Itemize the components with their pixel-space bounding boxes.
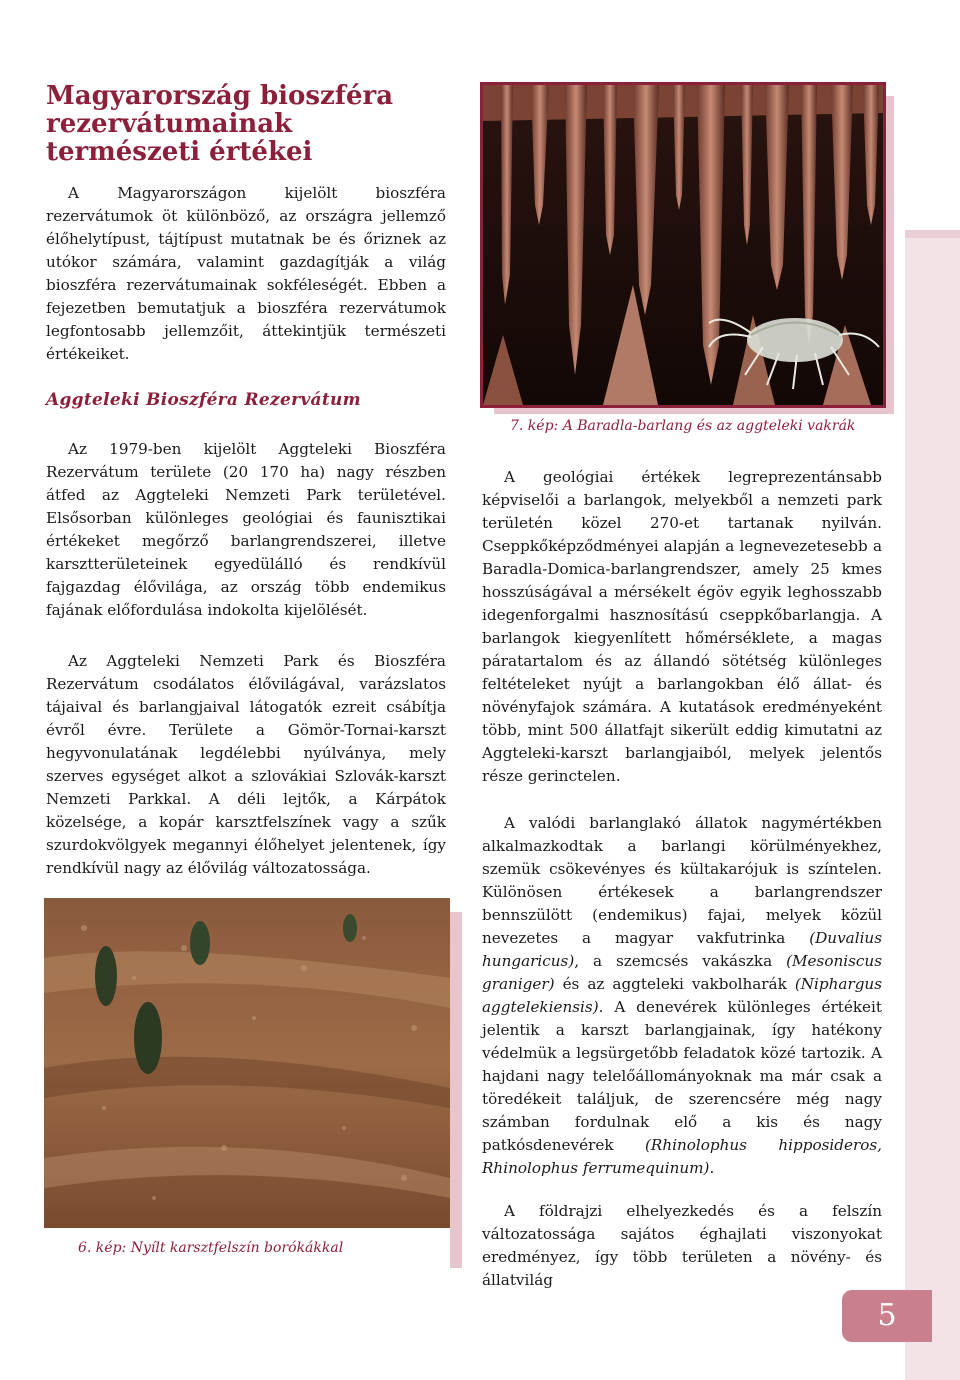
decorative-side-band (905, 230, 960, 1380)
title-line-3: természeti értékei (46, 137, 313, 167)
right-body-3 (482, 1200, 882, 1292)
section-heading: Aggteleki Bioszféra Rezervátum (46, 390, 361, 410)
page-number: 5 (877, 1298, 897, 1333)
field-illustration (44, 898, 450, 1228)
left-paragraph-1: Az 1979-ben kijelölt Aggteleki Bioszféra Rezervátum területe (20 170 ha) nagy részben átfed az Aggteleki Nemzeti Park területével. Elsősorban különleges geológiai és faunisztikai értékeket megőrző barlangrendszerei, illetve karsztterületeinek egyedülálló és rendkívül fajgazdag élővilága, az ország több endemikus fajának előfordulása indokolta kijelölését. (46, 440, 446, 619)
cave-photo (483, 85, 883, 405)
cave-illustration (483, 85, 883, 405)
intro-paragraph: A Magyarországon kijelölt bioszféra rezervátumok öt különböző, az országra jellemző élőhelytípust, tájtípust mutatnak be és őriznek az utókor számára, valamint gazdagítják a világ bioszféra rezervátumainak sokféleségét. Ebben a fejezetben bemutatjuk a bioszféra rezervátumok legfontosabb jellemzőit, áttekintjük természeti értékeiket. (46, 184, 446, 363)
caption-cave: 7. kép: A Baradla-barlang és az aggteleki vakrák (510, 418, 856, 434)
text-run: és az aggteleki vakbolharák (554, 975, 795, 993)
text-run: . (709, 1159, 715, 1177)
text-run: A valódi barlanglakó állatok nagymértékben alkalmazkodtak a barlangi körülményekhez, szemük csökevényes és kültakarójuk is színtelen. Különösen értékesek a barlangrendszer bennszülött (endemikus) fajai, melyek közül nevezetes a magyar vakfutrinka (482, 814, 882, 947)
text-run: , a szemcsés vakászka (574, 952, 787, 970)
left-paragraph-2: Az Aggteleki Nemzeti Park és Bioszféra Rezervátum csodálatos élővilágával, varázslatos tájaival és barlangjaival látogatók ezreit csábítja évről évre. Területe a Gömör-Tornai-karszt hegyvonulatának legdélebbi nyúlványa, mely szerves egységet alkot a szlovákiai Szlovák-karszt Nemzeti Parkkal. A déli lejtők, a Kárpátok közelsége, a kopár karsztfelszínek vagy a szűk szurdokvölgyek megannyi élőhelyet jelentenek, így rendkívül nagy az élővilág változatossága. (46, 652, 446, 877)
species-mesoniscus: (Mesoniscus graniger) (482, 952, 882, 993)
left-body-2 (46, 650, 446, 880)
right-paragraph-3: A földrajzi elhelyezkedés és a felszín változatossága sajátos éghajlati viszonyokat eredményez, így több területen a növény- és állatvilág (482, 1202, 882, 1289)
text-run: . A denevérek különleges értékeit jelentik a karszt barlangjainak, így hatékony védelmük a legsürgetőbb feladatok közé tartozik. A hajdani nagy telelőállományoknak ma már csak a töredékeit találjuk, de szerencsére még nagy számban fordulnak elő a kis és nagy patkósdenevérek (482, 998, 882, 1154)
right-paragraph-1: A geológiai értékek legreprezentánsabb képviselői a barlangok, melyekből a nemzeti park területén közel 270-et tartanak nyilván. Cseppkőképződményei alapján a legnevezetesebb a Baradla-Domica-barlangrendszer, amely 25 kmes hosszúságával a mérsékelt égöv egyik leghosszabb idegenforgalmi hasznosítású cseppkőbarlangja. A barlangok kiegyenlített hőmérséklete, a magas páratartalom és az állandó sötétség különleges feltételeket nyújt a barlangokban élő állat- és növényfajok számára. A kutatások eredményeként több, mint 500 állatfajt sikerült eddig kimutatni az Aggteleki-karszt barlangjaiból, melyek jelentős része gerinctelen. (482, 468, 882, 785)
decorative-side-band-top (905, 230, 960, 238)
page-title (46, 82, 446, 166)
right-paragraph-2 (482, 812, 882, 1180)
intro-block (46, 182, 446, 366)
field-photo (44, 898, 450, 1228)
title-line-1: Magyarország bioszféra (46, 81, 394, 111)
species-niphargus: (Niphargus aggtelekiensis) (482, 975, 882, 1016)
species-duvalius: (Duvalius hungaricus) (482, 929, 882, 970)
species-rhinolophus: (Rhinolophus hipposideros, Rhinolophus ferrumequinum) (482, 1136, 882, 1177)
left-body-1 (46, 438, 446, 622)
right-body-2 (482, 812, 882, 1180)
right-body-1 (482, 466, 882, 788)
caption-field: 6. kép: Nyílt karsztfelszín borókákkal (78, 1240, 344, 1256)
title-line-2: rezervátumainak (46, 109, 293, 139)
